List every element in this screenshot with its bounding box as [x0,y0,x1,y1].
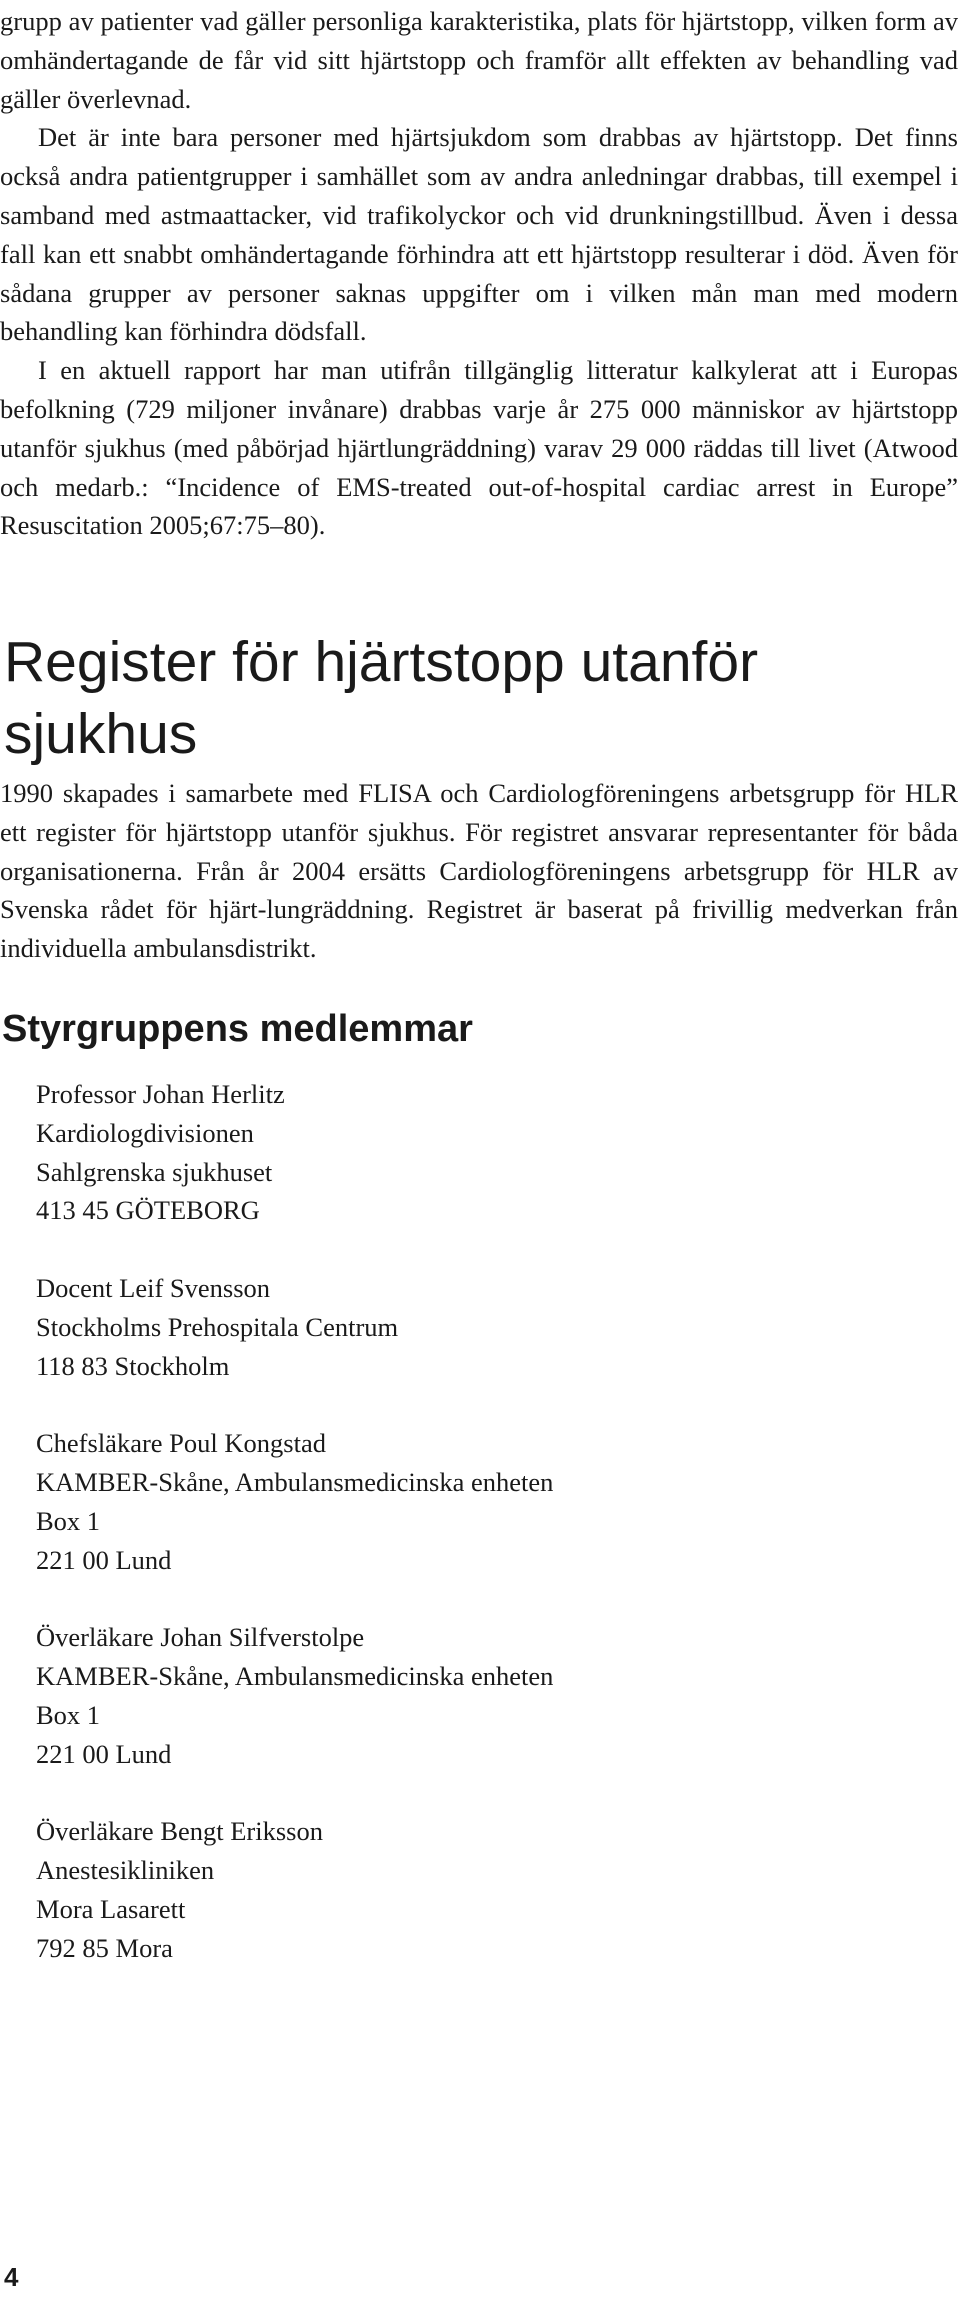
page-number: 4 [4,2262,19,2292]
member-address-line: KAMBER-Skåne, Ambulansmedicinska enheten [36,1466,554,1497]
member-address-line: Mora Lasarett [36,1893,186,1924]
member-name: Överläkare Bengt Eriksson [36,1816,323,1847]
member-name: Docent Leif Svensson [36,1272,271,1303]
member-name: Chefsläkare Poul Kongstad [36,1428,326,1459]
member-address-block [36,1269,936,1385]
member-address-block [36,1812,936,1967]
register-heading: Register för hjärtstopp utanför sjukhus [4,630,759,766]
member-address-line: 118 83 Stockholm [36,1350,230,1381]
member-address-line: 792 85 Mora [36,1932,173,1963]
steering-group-heading: Styrgruppens medlemmar [2,1008,473,1050]
member-name: Professor Johan Herlitz [36,1079,285,1109]
intro-paragraph-2: Det är inte bara personer med hjärtsjukdom som drabbas av hjärtstopp. Det finns också andra patientgrupper i samhället som av andra anledningar drabbas, till exempel i samband med astmaattacker, vid trafikolyckor och vid drunkningstillbud. Även i dessa fall kan ett snabbt omhändertagande förhindra att ett hjärtstopp resulterar i död. Även för sådana grupper av personer saknas uppgifter om i vilken mån man med modern behandling kan förhindra dödsfall. [0,122,958,347]
intro-section [0,2,958,545]
member-list [36,1075,936,2006]
member-address-line: Stockholms Prehospitala Centrum [36,1311,399,1342]
member-address-block [36,1424,936,1579]
member-address-line: Box 1 [36,1505,101,1536]
member-address-line: Anestesikliniken [36,1854,215,1885]
member-address-line: Kardiologdivisionen [36,1117,254,1148]
register-section [0,774,958,968]
member-address-block [36,1075,936,1230]
member-address-line: Sahlgrenska sjukhuset [36,1156,273,1187]
member-address-block [36,1618,936,1773]
member-address-line: 413 45 GÖTEBORG [36,1195,260,1226]
member-address-line: 221 00 Lund [36,1738,172,1769]
member-name: Överläkare Johan Silfverstolpe [36,1622,365,1653]
member-address-line: Box 1 [36,1699,101,1730]
intro-paragraph-1: grupp av patienter vad gäller personliga karakteristika, plats för hjärtstopp, vilken form av omhändertagande de får vid sitt hjärtstopp och framför allt effekten av behandling vad gäller överlevnad. [0,6,958,114]
member-address-line: KAMBER-Skåne, Ambulansmedicinska enheten [36,1660,554,1691]
member-address-line: 221 00 Lund [36,1544,172,1575]
intro-paragraph-3: I en aktuell rapport har man utifrån tillgänglig litteratur kalkylerat att i Europas befolkning (729 miljoner invånare) drabbas varje år 275 000 människor av hjärtstopp utanför sjukhus (med påbörjad hjärtlungräddning) varav 29 000 räddas till livet (Atwood och medarb.: “Incidence of EMS-treated out-of-hospital cardiac arrest in Europe” Resuscitation 2005;67:75–80). [0,355,958,541]
register-paragraph: 1990 skapades i samarbete med FLISA och Cardiologföreningens arbetsgrupp för HLR ett register för hjärtstopp utanför sjukhus. För registret ansvarar representanter för båda organisationerna. Från år 2004 ersätts Cardiologföreningens arbetsgrupp för HLR av Svenska rådet för hjärt-lungräddning. Registret är baserat på frivillig medverkan från individuella ambulansdistrikt. [0,778,958,964]
